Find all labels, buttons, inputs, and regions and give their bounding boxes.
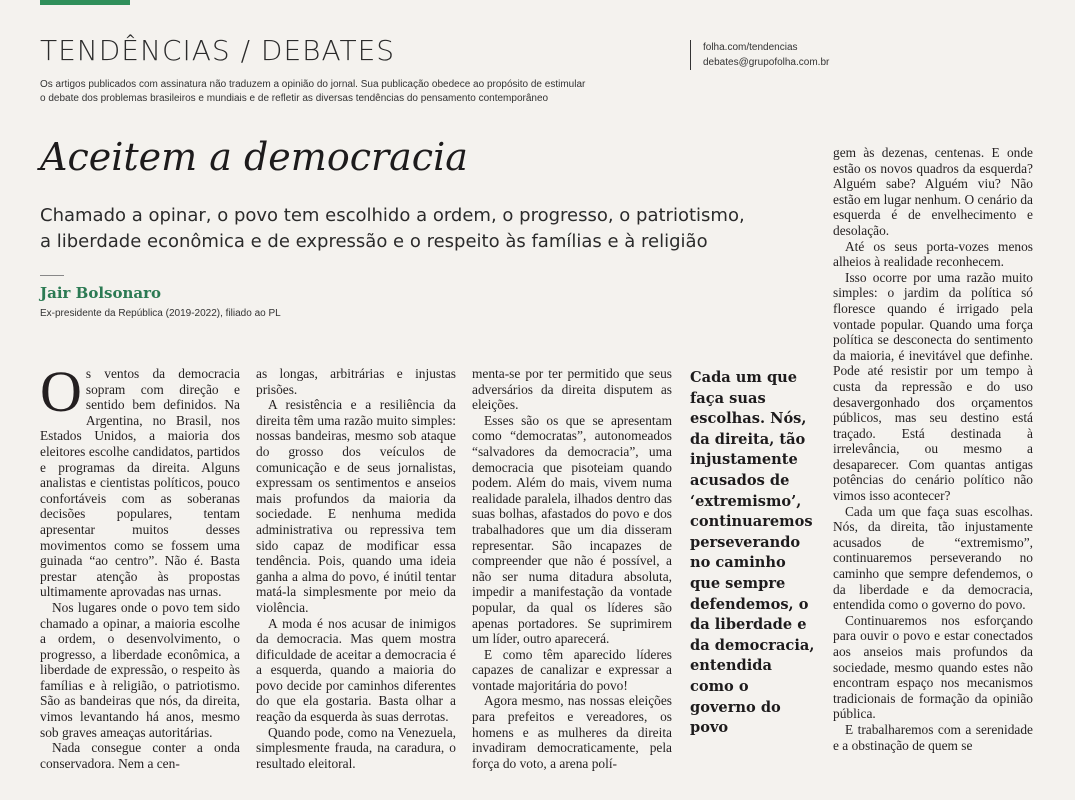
article-paragraph: Quando pode, como na Venezuela, simplesmente frauda, na caradura, o resultado eleitoral. bbox=[256, 724, 456, 771]
contact-email-link[interactable]: debates@grupofolha.com.br bbox=[703, 57, 830, 68]
article-paragraph: Isso ocorre por uma razão muito simples: o jardim da política só floresce quando é irrigado pela vontade popular. Quando uma força política se desconecta do sentimento da maioria, é inevitável que definhe. Pode até resistir por um tempo à custa da repressão e do uso desavergonhado dos orçamentos públicos, mas seu destino está traçado. Está destinada à irrelevância, ou mesmo a desaparecer. Com quantas antigas potências do cenário político não vimos isso acontecer? bbox=[833, 269, 1033, 504]
section-title: TENDÊNCIAS / DEBATES bbox=[40, 34, 396, 67]
article-column-4 bbox=[833, 145, 1033, 800]
author-role: Ex-presidente da República (2019-2022), filiado ao PL bbox=[40, 308, 281, 319]
disclaimer-line: o debate dos problemas brasileiros e mundiais e de refletir as diversas tendências do pensamento contemporâneo bbox=[40, 93, 549, 104]
paragraph-text: s ventos da democracia sopram com direção e sentido bem definidos. Na Argentina, no Brasil, nos Estados Unidos, a maioria dos eleitores escolhe candidatos, partidos e programas da direita. Alguns analistas e cientistas políticos, pouco confortáveis com as soberanas decisões populares, tentam apresentar muitos desses movimentos como se fossem uma guinada “ao centro”. Não é. Basta prestar atenção às propostas ultimamente aprovadas nas urnas. bbox=[40, 366, 240, 600]
article-paragraph: gem às dezenas, centenas. E onde estão os novos quadros da esquerda? Alguém sabe? Alguém viu? Não estão em lugar nenhum. O cenário da esquerda é de envelhecimento e desolação. bbox=[833, 145, 1033, 238]
subhead-line: a liberdade econômica e de expressão e o respeito às famílias e à religião bbox=[40, 231, 708, 252]
contact-url-link[interactable]: folha.com/tendencias bbox=[703, 42, 798, 53]
article-headline: Aceitem a democracia bbox=[40, 135, 468, 179]
drop-cap: O bbox=[40, 366, 82, 424]
article-paragraph: E trabalharemos com a serenidade e a obstinação de quem se bbox=[833, 721, 1033, 753]
article-paragraph: Agora mesmo, nas nossas eleições para prefeitos e vereadores, os homens e as mulheres da direita invadiram democraticamente, pela força do voto, a arena polí- bbox=[472, 693, 672, 771]
article-paragraph: Nada consegue conter a onda conservadora. Nem a cen- bbox=[40, 740, 240, 771]
author-divider bbox=[40, 275, 64, 276]
article-paragraph bbox=[40, 366, 240, 600]
subhead-line: Chamado a opinar, o povo tem escolhido a ordem, o progresso, o patriotismo, bbox=[40, 205, 745, 226]
article-paragraph: as longas, arbitrárias e injustas prisões. bbox=[256, 366, 456, 397]
article-paragraph: A resistência e a resiliência da direita têm uma razão muito simples: nossas bandeiras, mesmo sob ataque do grosso dos veículos de comunicação e de seus jornalistas, expressam os sentimentos e anseios mais profundos da maioria da sociedade. E nenhuma medida administrativa ou repressiva tem sido capaz de modificar essa tendência. Pois, quando uma ideia ganha a alma do povo, é inútil tentar matá-la simplesmente por meio da violência. bbox=[256, 397, 456, 615]
author-name: Jair Bolsonaro bbox=[40, 284, 162, 302]
article-paragraph: menta-se por ter permitido que seus adversários da direita disputem as eleições. bbox=[472, 366, 672, 413]
editorial-disclaimer bbox=[40, 78, 600, 106]
article-column-1 bbox=[40, 366, 240, 800]
masthead-accent-bar bbox=[40, 0, 130, 5]
article-column-2 bbox=[256, 366, 456, 800]
article-paragraph: Continuaremos nos esforçando para ouvir o povo e estar conectados aos anseios mais profundos da sociedade, mesmo quando estes não encontram espaço nos mecanismos tradicionais de formação da opinião pública. bbox=[833, 612, 1033, 722]
article-paragraph: Cada um que faça suas escolhas. Nós, da direita, tão injustamente acusados de “extremismo”, continuaremos perseverando no caminho que sempre defendemos, o da liberdade e da democracia, entendida como o governo do povo. bbox=[833, 503, 1033, 613]
article-column-3 bbox=[472, 366, 672, 800]
article-paragraph: Nos lugares onde o povo tem sido chamado a opinar, a maioria escolhe a ordem, o desenvolvimento, o progresso, a liberdade econômica, a liberdade de expressão, o respeito às famílias e à religião, o patriotismo. São as bandeiras que nós, da direita, vimos levantando há anos, mesmo sob graves ameaças autoritárias. bbox=[40, 599, 240, 740]
article-subhead bbox=[40, 203, 780, 255]
contact-block bbox=[690, 40, 829, 70]
article-paragraph: A moda é nos acusar de inimigos da democracia. Mas quem mostra dificuldade de aceitar a democracia é a esquerda, quando a maioria do povo decide por caminhos diferentes do que ela gostaria. Basta olhar a reação da esquerda às suas derrotas. bbox=[256, 615, 456, 725]
pull-quote: Cada um que faça suas escolhas. Nós, da direita, tão injustamente acusados de ‘extremismo’, continuaremos perseverando no caminho que sempre defendemos, o da liberdade e da democracia, entendida como o governo do povo bbox=[690, 369, 815, 737]
article-paragraph: Até os seus porta-vozes menos alheios à realidade reconhecem. bbox=[833, 238, 1033, 270]
article-paragraph: Esses são os que se apresentam como “democratas”, autonomeados “salvadores da democracia”, uma democracia que pisoteiam quando podem. Além do mais, vivem numa realidade paralela, ilhados dentro das suas bolhas, afastados do povo e dos trabalhadores que um dia disseram representar. São incapazes de compreender que não é possível, a não ser numa ditadura absoluta, impedir a manifestação da vontade popular, da qual os líderes são apenas portadores. Se suprimirem um líder, outro aparecerá. bbox=[472, 412, 672, 647]
disclaimer-line: Os artigos publicados com assinatura não traduzem a opinião do jornal. Sua publicação obedece ao propósito de estimular bbox=[40, 79, 586, 90]
article-paragraph: E como têm aparecido líderes capazes de canalizar e expressar a vontade majoritária do povo! bbox=[472, 646, 672, 693]
